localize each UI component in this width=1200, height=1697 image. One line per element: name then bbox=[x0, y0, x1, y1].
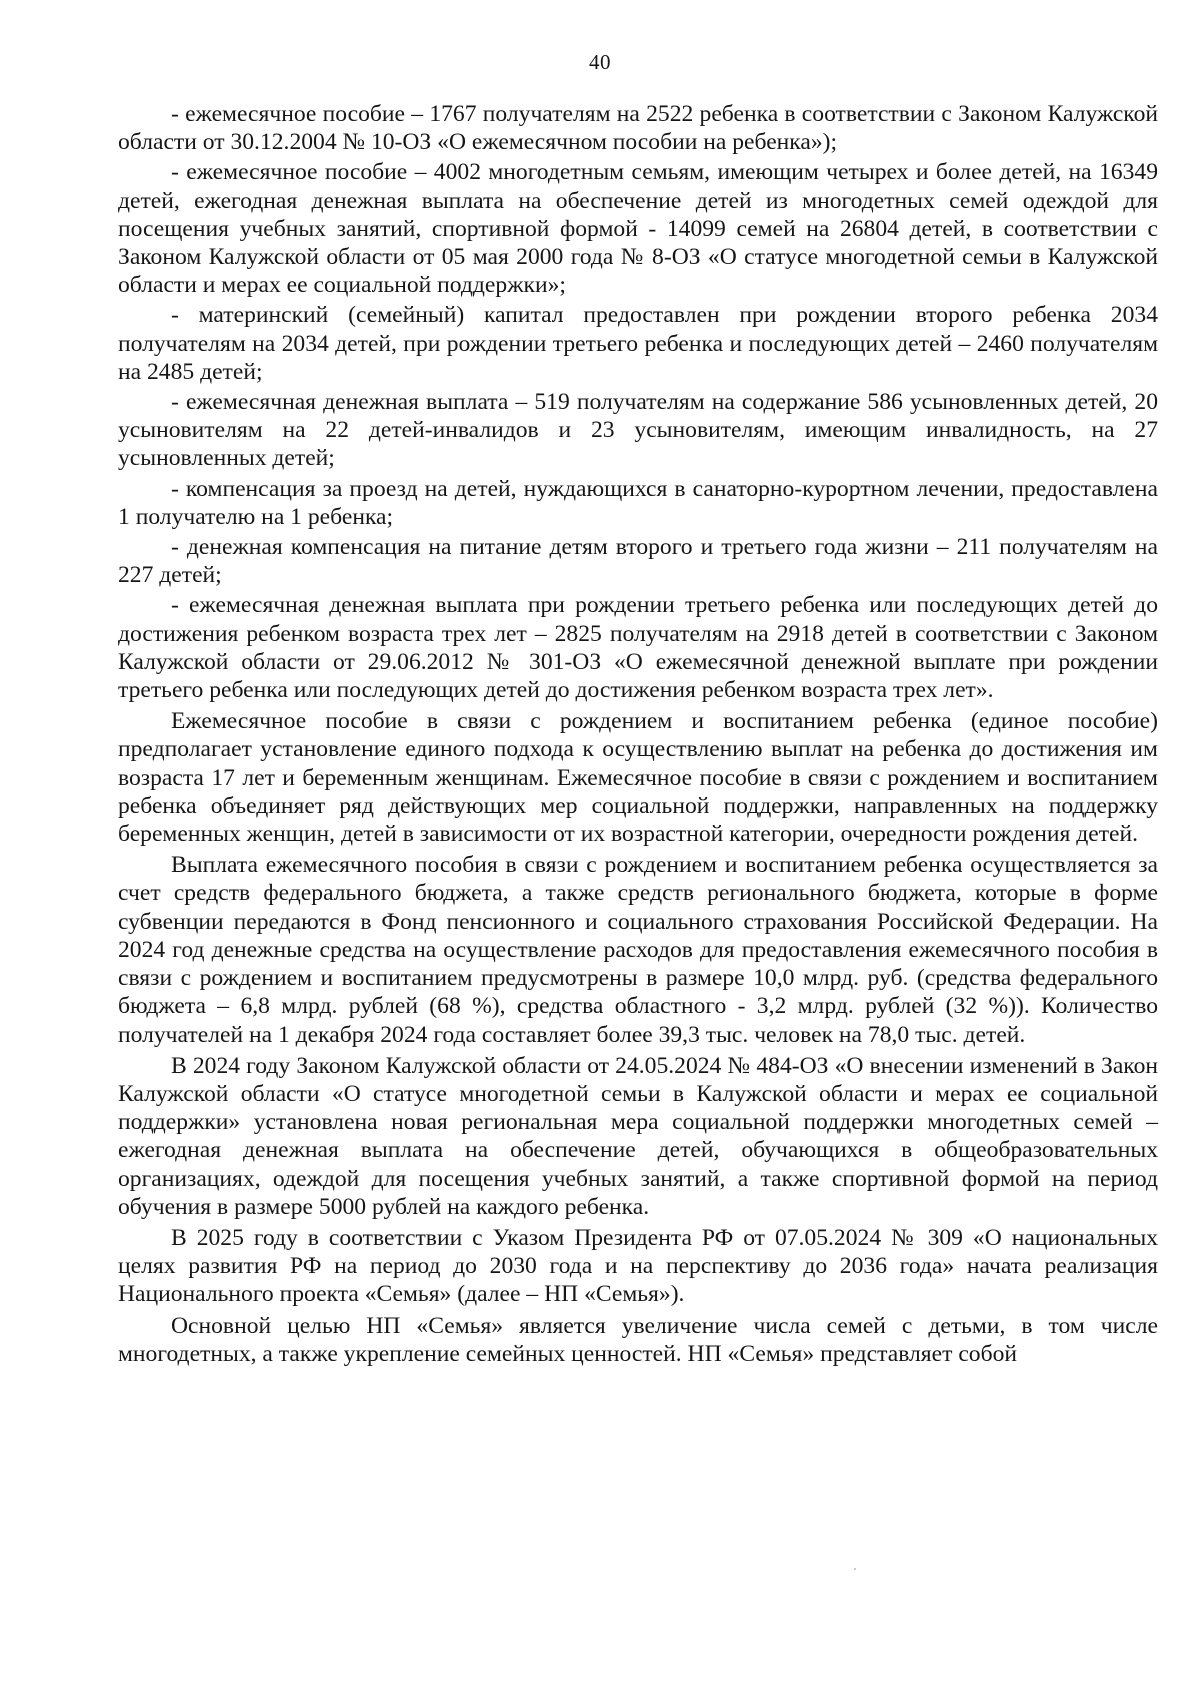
list-item-maternity-capital: - материнский (семейный) капитал предоставлен при рождении второго ребенка 2034 получателям на 2034 детей, при рождении третьего ребенка и последующих детей – 2460 получателям на 2485 детей; bbox=[118, 302, 1158, 385]
list-item-adoption-payment: - ежемесячная денежная выплата – 519 получателям на содержание 586 усыновленных детей, 20 усыновителям на 22 детей-инвалидов и 23 усыновителям, имеющим инвалидность, на 27 усыновленных детей; bbox=[118, 389, 1158, 472]
document-body bbox=[118, 100, 1158, 1370]
list-item-third-child-payment: - ежемесячная денежная выплата при рождении третьего ребенка или последующих детей до достижения ребенком возраста трех лет – 2825 получателям на 2918 детей в соответствии с Законом Калужской области от 29.06.2012 № 301-ОЗ «О ежемесячной денежной выплате при рождении третьего ребенка или последующих детей до достижения ребенком возраста трех лет». bbox=[118, 592, 1158, 704]
list-item-travel-compensation: - компенсация за проезд на детей, нуждающихся в санаторно-курортном лечении, предоставлена 1 получателю на 1 ребенка; bbox=[118, 475, 1158, 530]
list-item-monthly-allowance: - ежемесячное пособие – 1767 получателям на 2522 ребенка в соответствии с Законом Калужской области от 30.12.2004 № 10-ОЗ «О ежемесячном пособии на ребенка»); bbox=[118, 101, 1158, 156]
paragraph-2025-national-project: В 2025 году в соответствии с Указом Президента РФ от 07.05.2024 № 309 «О национальных целях развития РФ на период до 2030 года и на перспективу до 2036 года» начата реализация Национального проекта «Семья» (далее – НП «Семья»). bbox=[118, 1224, 1158, 1308]
paragraph-project-goal: Основной целью НП «Семья» является увеличение числа семей с детьми, в том числе многодетных, а также укрепление семейных ценностей. НП «Семья» представляет собой bbox=[118, 1312, 1158, 1367]
list-item-large-family-allowance: - ежемесячное пособие – 4002 многодетным семьям, имеющим четырех и более детей, на 16349 детей, ежегодная денежная выплата на обеспечение детей из многодетных семей одеждой для посещения учебных занятий, спортивной формой - 14099 семей на 26804 детей, в соответствии с Законом Калужской области от 05 мая 2000 года № 8-ОЗ «О статусе многодетной семьи в Калужской области и мерах ее социальной поддержки»; bbox=[118, 159, 1158, 299]
page-number: 40 bbox=[589, 50, 611, 74]
paragraph-unified-allowance: Ежемесячное пособие в связи с рождением и воспитанием ребенка (единое пособие) предполагает установление единого подхода к осуществлению выплат на ребенка до достижения им возраста 17 лет и беременным женщинам. Ежемесячное пособие в связи с рождением и воспитанием ребенка объединяет ряд действующих мер социальной поддержки, направленных на поддержку беременных женщин, детей в зависимости от их возрастной категории, очередности рождения детей. bbox=[118, 708, 1158, 848]
paragraph-2024-law: В 2024 году Законом Калужской области от 24.05.2024 № 484-ОЗ «О внесении изменений в Закон Калужской области «О статусе многодетной семьи в Калужской области и мерах ее социальной поддержки» установлена новая региональная мера социальной поддержки многодетных семей – ежегодная денежная выплата на обеспечение детей, обучающихся в общеобразовательных организациях, одеждой для посещения учебных занятий, а также спортивной формой на период обучения в размере 5000 рублей на каждого ребенка. bbox=[118, 1052, 1158, 1220]
paragraph-allowance-funding: Выплата ежемесячного пособия в связи с рождением и воспитанием ребенка осуществляется за счет средств федерального бюджета, а также средств регионального бюджета, которые в форме субвенции передаются в Фонд пенсионного и социального страхования Российской Федерации. На 2024 год денежные средства на осуществление расходов для предоставления ежемесячного пособия в связи с рождением и воспитанием предусмотрены в размере 10,0 млрд. руб. (средства федерального бюджета – 6,8 млрд. рублей (68 %), средства областного - 3,2 млрд. рублей (32 %)). Количество получателей на 1 декабря 2024 года составляет более 39,3 тыс. человек на 78,0 тыс. детей. bbox=[118, 852, 1158, 1048]
scan-artifact bbox=[854, 1568, 856, 1570]
list-item-nutrition-compensation: - денежная компенсация на питание детям второго и третьего года жизни – 211 получателям на 227 детей; bbox=[118, 534, 1158, 589]
